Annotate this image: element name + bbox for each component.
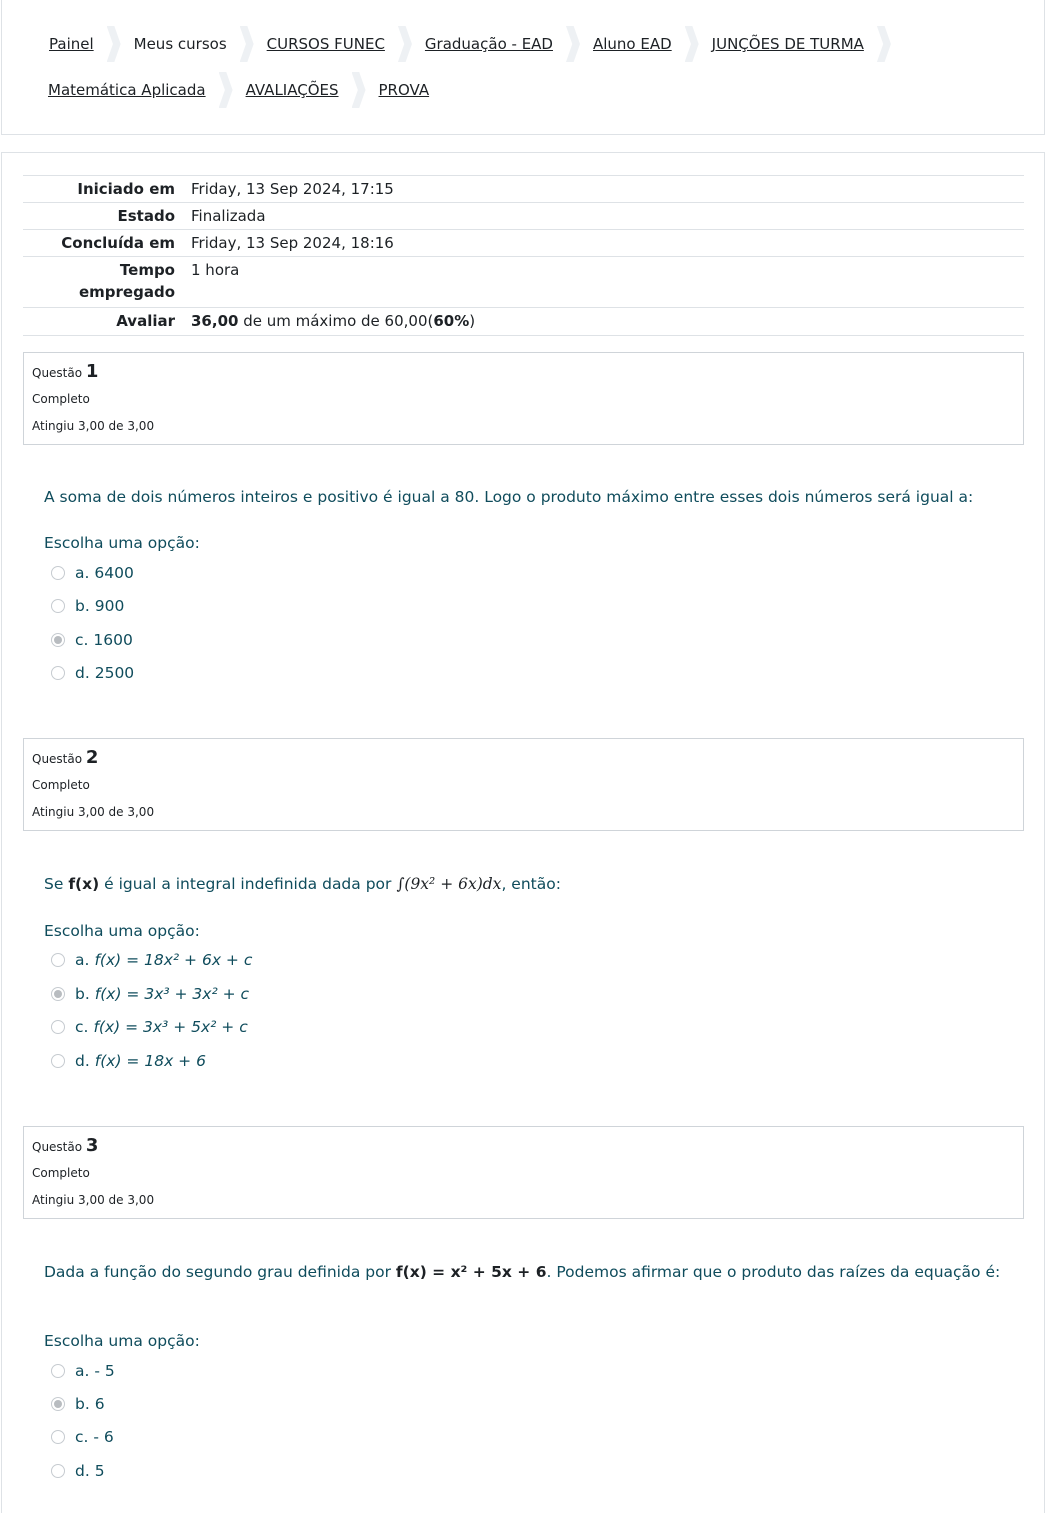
- summary-value: 1 hora: [191, 261, 240, 279]
- radio-button[interactable]: [51, 953, 65, 967]
- answer-option[interactable]: [51, 564, 134, 582]
- question-text-part: é igual a integral indefinida dada por: [99, 875, 397, 893]
- option-text: 900: [94, 597, 125, 615]
- chevron-right-icon: [566, 26, 580, 62]
- radio-button[interactable]: [51, 1430, 65, 1444]
- option-letter: d.: [75, 1052, 90, 1070]
- breadcrumb-painel[interactable]: Painel: [49, 35, 94, 53]
- radio-button[interactable]: [51, 1054, 65, 1068]
- summary-key: Concluída em: [61, 234, 175, 252]
- question-info-1: [23, 352, 1024, 445]
- answer-option[interactable]: [51, 1018, 248, 1036]
- answer-option[interactable]: [51, 1462, 105, 1480]
- radio-button[interactable]: [51, 566, 65, 580]
- option-text: 6: [94, 1395, 105, 1413]
- grade-text: de um máximo de 60,00(: [238, 312, 434, 330]
- answer-option[interactable]: [51, 597, 124, 615]
- grade-score: 36,00: [191, 312, 239, 330]
- chevron-right-icon: [877, 26, 891, 62]
- summary-value: Friday, 13 Sep 2024, 18:16: [191, 234, 394, 252]
- function-expression: f(x) = x² + 5x + 6: [395, 1263, 547, 1281]
- chevron-right-icon: [398, 26, 412, 62]
- question-text-part: . Podemos afirmar que o produto das raízes da equação é:: [546, 1263, 1001, 1281]
- summary-value: Finalizada: [191, 207, 266, 225]
- chevron-right-icon: [107, 26, 121, 62]
- integral-expression: ∫(9x² + 6x)dx: [396, 875, 502, 893]
- option-text: - 6: [93, 1428, 114, 1446]
- option-text: 6400: [94, 564, 134, 582]
- question-number: 3: [85, 1135, 99, 1156]
- answer-option-selected[interactable]: [51, 631, 133, 649]
- question-grade: Atingiu 3,00 de 3,00: [32, 419, 155, 433]
- summary-value: Friday, 13 Sep 2024, 17:15: [191, 180, 394, 198]
- option-letter: d.: [75, 1462, 90, 1480]
- option-letter: d.: [75, 664, 90, 682]
- radio-button-checked[interactable]: [51, 1397, 65, 1411]
- option-letter: b.: [75, 985, 90, 1003]
- option-text: - 5: [94, 1362, 115, 1380]
- summary-key: Avaliar: [116, 312, 175, 330]
- answer-option[interactable]: [51, 1362, 115, 1380]
- question-text: A soma de dois números inteiros e positivo é igual a 80. Logo o produto máximo entre esses dois números será igual a:: [44, 488, 974, 506]
- option-letter: c.: [75, 631, 89, 649]
- question-grade: Atingiu 3,00 de 3,00: [32, 805, 155, 819]
- summary-row-time: [23, 257, 1024, 308]
- option-letter: a.: [75, 951, 90, 969]
- radio-button[interactable]: [51, 1464, 65, 1478]
- option-letter: c.: [75, 1018, 89, 1036]
- question-label: Questão: [32, 1140, 83, 1154]
- question-number: 1: [85, 361, 99, 382]
- answer-option[interactable]: [51, 664, 134, 682]
- attempt-summary-table: [23, 175, 1024, 336]
- breadcrumb-prova[interactable]: PROVA: [378, 81, 430, 99]
- question-state: Completo: [32, 778, 90, 792]
- option-text: 2500: [94, 664, 135, 682]
- summary-value: [183, 308, 483, 335]
- answer-option[interactable]: [51, 1052, 206, 1070]
- question-text: [44, 873, 1004, 896]
- option-text: f(x) = 3x³ + 3x² + c: [94, 985, 250, 1003]
- question-info-3: [23, 1126, 1024, 1219]
- question-title: [32, 359, 1015, 386]
- radio-button[interactable]: [51, 599, 65, 613]
- question-state: Completo: [32, 1166, 90, 1180]
- question-label: Questão: [32, 752, 83, 766]
- option-letter: a.: [75, 1362, 90, 1380]
- summary-row-completed: [23, 230, 1024, 257]
- radio-button[interactable]: [51, 1364, 65, 1378]
- option-letter: a.: [75, 564, 90, 582]
- breadcrumb-juncoes-de-turma[interactable]: JUNÇÕES DE TURMA: [711, 35, 864, 53]
- chevron-right-icon: [352, 72, 366, 108]
- answer-option-selected[interactable]: [51, 985, 249, 1003]
- option-text: f(x) = 18x + 6: [94, 1052, 206, 1070]
- chevron-right-icon: [219, 72, 233, 108]
- summary-row-started: [23, 176, 1024, 203]
- question-text: [44, 1261, 1004, 1284]
- option-letter: b.: [75, 1395, 90, 1413]
- summary-key: Estado: [117, 207, 175, 225]
- breadcrumb-meus-cursos: Meus cursos: [133, 35, 227, 53]
- summary-row-state: [23, 203, 1024, 230]
- question-text-part: Se: [44, 875, 69, 893]
- chevron-right-icon: [240, 26, 254, 62]
- choose-option-prompt: Escolha uma opção:: [44, 534, 200, 552]
- summary-row-grade: [23, 308, 1024, 336]
- breadcrumb-avaliacoes[interactable]: AVALIAÇÕES: [245, 81, 339, 99]
- summary-key-line: Tempo: [119, 261, 175, 279]
- answer-option[interactable]: [51, 1428, 114, 1446]
- breadcrumb-container: [1, 0, 1045, 135]
- chevron-right-icon: [685, 26, 699, 62]
- radio-button-checked[interactable]: [51, 633, 65, 647]
- question-title: [32, 1133, 1015, 1160]
- question-label: Questão: [32, 366, 83, 380]
- option-text: 5: [94, 1462, 105, 1480]
- question-state: Completo: [32, 392, 90, 406]
- option-letter: b.: [75, 597, 90, 615]
- question-info-2: [23, 738, 1024, 831]
- option-text: 1600: [93, 631, 133, 649]
- summary-key: Iniciado em: [77, 180, 175, 198]
- question-text-part: , então:: [501, 875, 561, 893]
- question-title: [32, 745, 1015, 772]
- summary-key-line: empregado: [78, 283, 175, 301]
- choose-option-prompt: Escolha uma opção:: [44, 922, 200, 940]
- grade-close: ): [469, 312, 476, 330]
- summary-key: [23, 257, 183, 307]
- breadcrumb-graduacao-ead[interactable]: Graduação - EAD: [424, 35, 553, 53]
- question-text-part: Dada a função do segundo grau definida por: [44, 1263, 396, 1281]
- option-text: f(x) = 18x² + 6x + c: [94, 951, 253, 969]
- question-grade: Atingiu 3,00 de 3,00: [32, 1193, 155, 1207]
- answer-option-selected[interactable]: [51, 1395, 105, 1413]
- radio-button-checked[interactable]: [51, 987, 65, 1001]
- choose-option-prompt: Escolha uma opção:: [44, 1332, 200, 1350]
- breadcrumb-matematica-aplicada[interactable]: Matemática Aplicada: [48, 81, 206, 99]
- function-name: f(x): [68, 875, 100, 893]
- radio-button[interactable]: [51, 1020, 65, 1034]
- option-letter: c.: [75, 1428, 89, 1446]
- radio-button[interactable]: [51, 666, 65, 680]
- answer-option[interactable]: [51, 951, 252, 969]
- grade-percent: 60%: [433, 312, 470, 330]
- option-text: f(x) = 3x³ + 5x² + c: [93, 1018, 248, 1036]
- breadcrumb-aluno-ead[interactable]: Aluno EAD: [592, 35, 672, 53]
- question-number: 2: [85, 747, 99, 768]
- breadcrumb-cursos-funec[interactable]: CURSOS FUNEC: [266, 35, 385, 53]
